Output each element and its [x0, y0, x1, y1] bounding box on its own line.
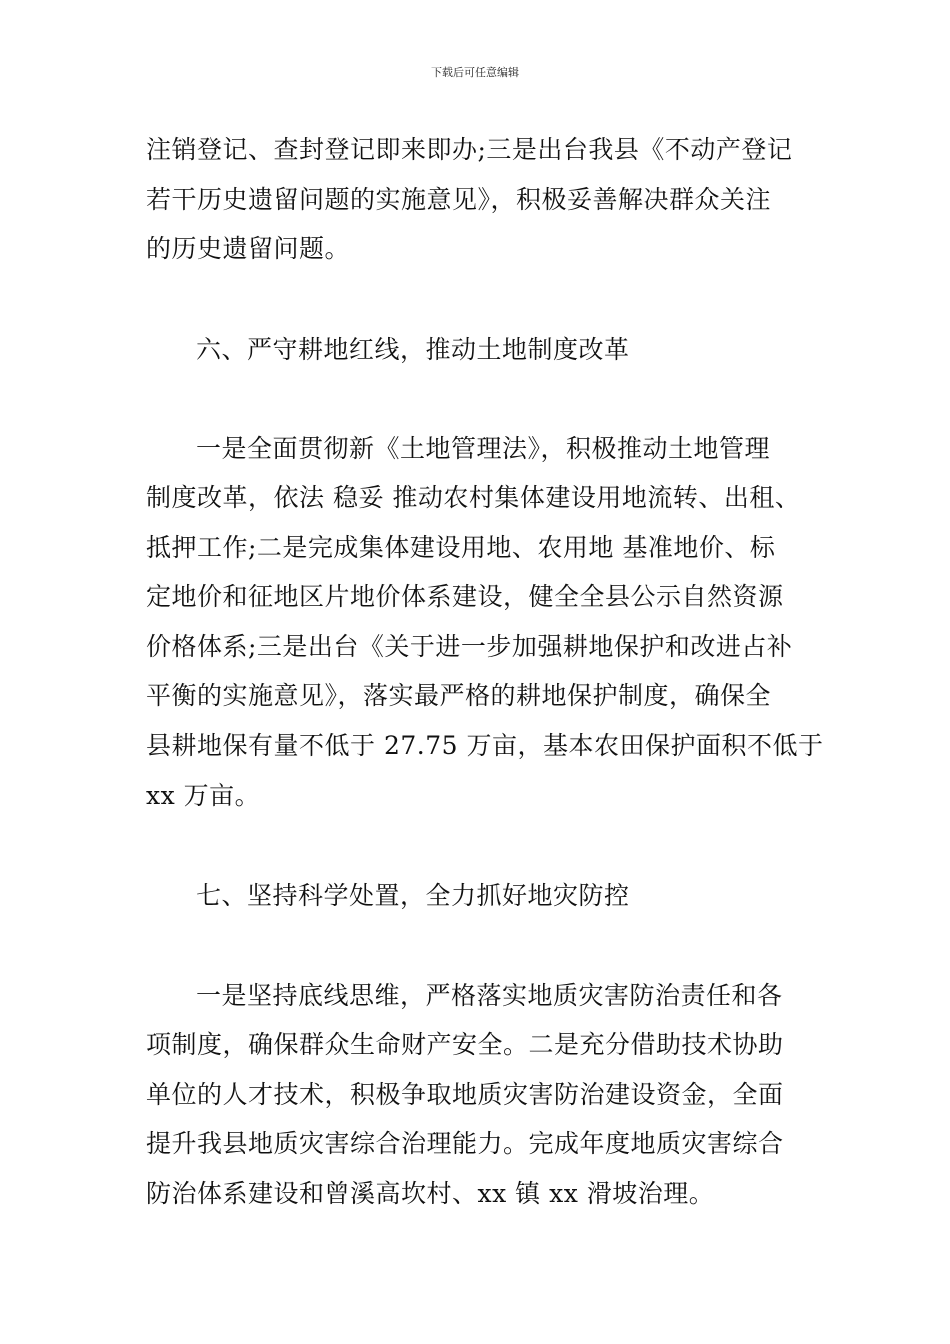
section-heading-6: 六、严守耕地红线，推动土地制度改革 — [196, 335, 630, 364]
paragraph-3-line-5: 防治体系建设和曾溪高坎村、xx 镇 xx 滑坡治理。 — [146, 1179, 715, 1208]
paragraph-3-line-2: 项制度，确保群众生命财产安全。二是充分借助技术协助 — [146, 1030, 784, 1059]
paragraph-2-line-8: xx 万亩。 — [146, 781, 261, 810]
page-header: 下载后可任意编辑 — [431, 66, 519, 79]
paragraph-1-line-2: 若干历史遗留问题的实施意见》，积极妥善解决群众关注 — [146, 185, 772, 214]
paragraph-2-line-7: 县耕地保有量不低于 27.75 万亩，基本农田保护面积不低于 — [146, 731, 824, 760]
paragraph-1-line-1: 注销登记、查封登记即来即办;三是出台我县《不动产登记 — [146, 135, 793, 164]
paragraph-2-line-6: 平衡的实施意见》，落实最严格的耕地保护制度，确保全 — [146, 681, 772, 710]
paragraph-2-line-1: 一是全面贯彻新《土地管理法》，积极推动土地管理 — [196, 434, 771, 463]
paragraph-3-line-1: 一是坚持底线思维，严格落实地质灾害防治责任和各 — [196, 981, 783, 1010]
paragraph-2-line-3: 抵押工作;二是完成集体建设用地、农用地 基准地价、标 — [146, 533, 776, 562]
paragraph-2-line-2: 制度改革，依法 稳妥 推动农村集体建设用地流转、出租、 — [146, 483, 801, 512]
paragraph-3-line-3: 单位的人才技术，积极争取地质灾害防治建设资金，全面 — [146, 1080, 784, 1109]
paragraph-2-line-4: 定地价和征地区片地价体系建设，健全全县公示自然资源 — [146, 582, 784, 611]
paragraph-1-line-3: 的历史遗留问题。 — [146, 234, 351, 263]
section-heading-7: 七、坚持科学处置，全力抓好地灾防控 — [196, 881, 630, 910]
paragraph-2-line-5: 价格体系;三是出台《关于进一步加强耕地保护和改进占补 — [146, 632, 793, 661]
paragraph-3-line-4: 提升我县地质灾害综合治理能力。完成年度地质灾害综合 — [146, 1129, 784, 1158]
